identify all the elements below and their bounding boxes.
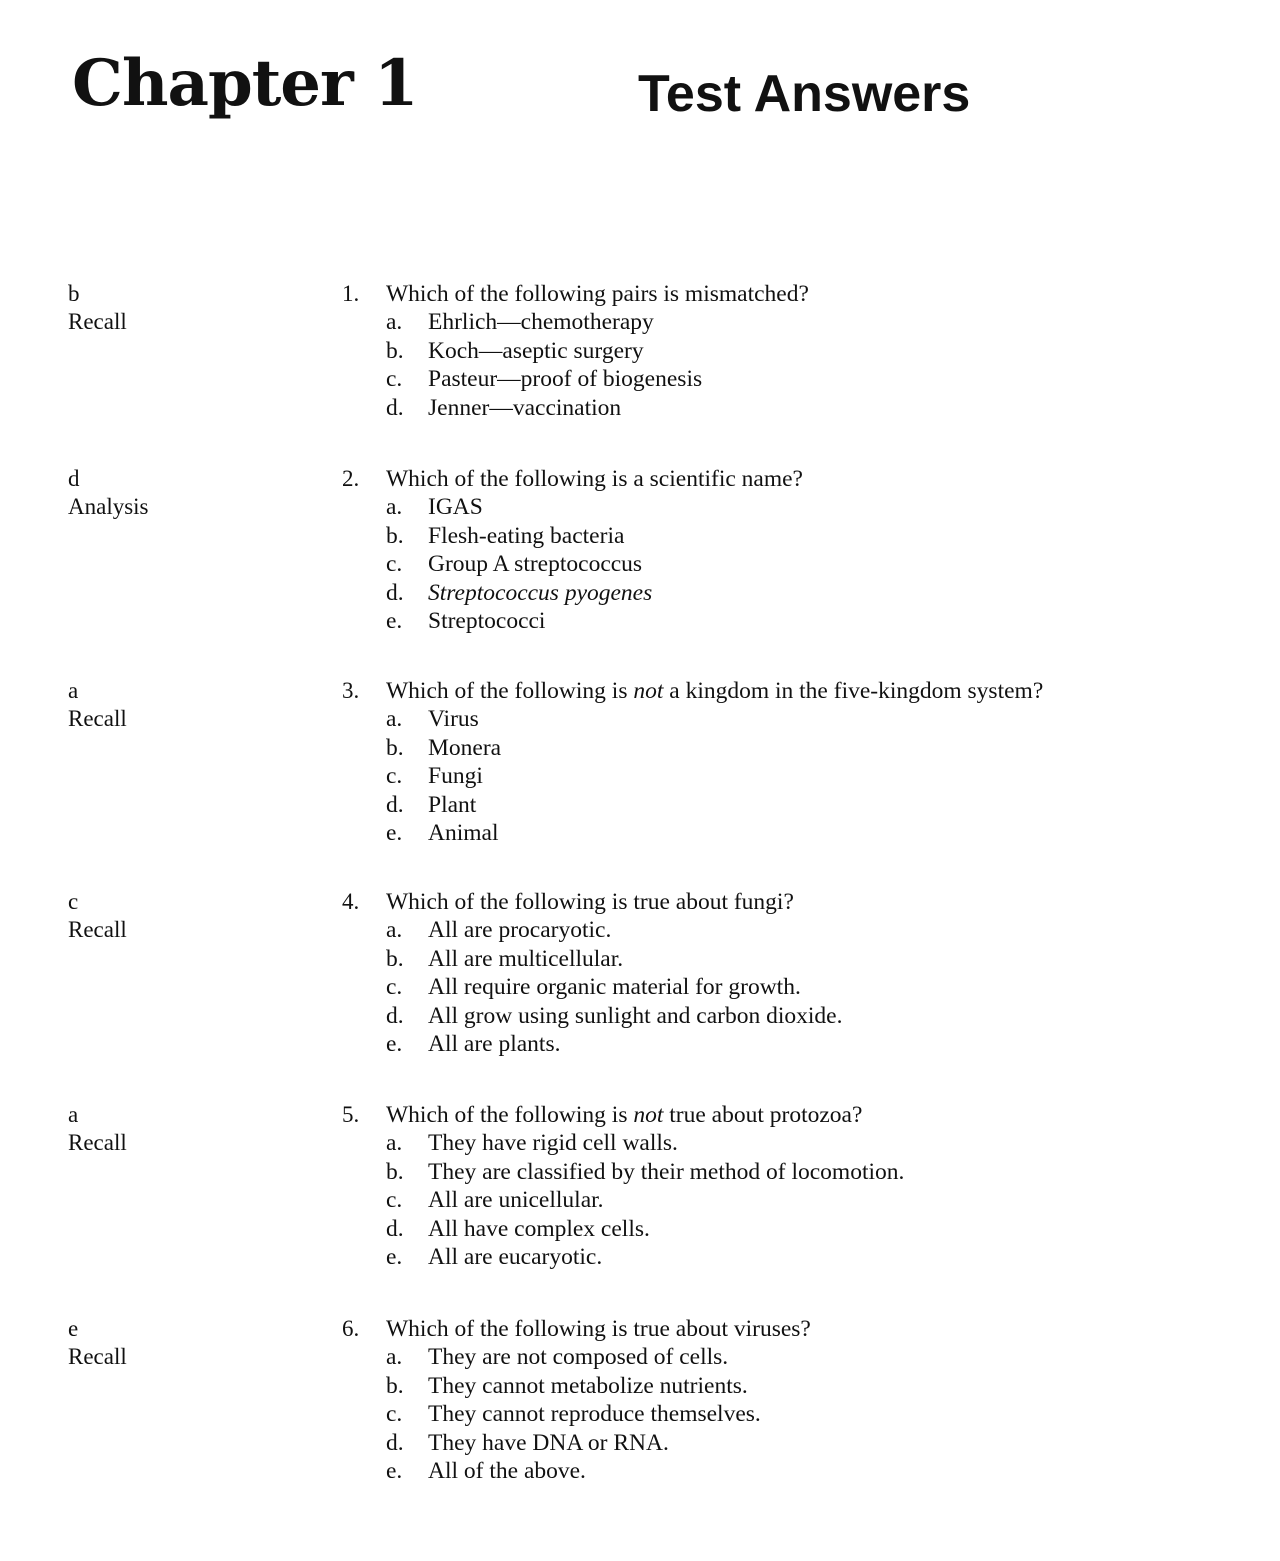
choice-text: They are classified by their method of locomotion. (428, 1158, 905, 1185)
choice-item (386, 337, 1256, 365)
choice-text: Streptococcus pyogenes (428, 579, 653, 606)
choice-text: Flesh-eating bacteria (428, 522, 625, 549)
question-number: 5. (342, 1102, 360, 1127)
choice-text: They cannot reproduce themselves. (428, 1401, 761, 1428)
choice-item (386, 916, 1256, 944)
choice-text: Fungi (428, 763, 483, 790)
choice-letter: c. (386, 366, 403, 393)
question-emphasis: not (633, 1102, 664, 1128)
question-text (386, 1315, 1256, 1343)
choice-text: All are plants. (428, 1031, 561, 1058)
choice-letter: e. (386, 1244, 403, 1271)
answer-key (68, 465, 149, 521)
choice-letter: c. (386, 763, 403, 790)
question-body (386, 888, 1256, 1058)
choice-letter: c. (386, 974, 403, 1001)
question-text-start: Which of the following is (386, 1102, 634, 1128)
choice-text: Animal (428, 820, 499, 847)
question-text (386, 465, 1256, 493)
choice-item (386, 1030, 1256, 1058)
choice-letter: c. (386, 1401, 403, 1428)
cognitive-level: Recall (68, 1130, 127, 1155)
cognitive-level: Recall (68, 309, 127, 334)
choice-text: All grow using sunlight and carbon dioxide. (428, 1002, 843, 1029)
answer-letter: c (68, 889, 79, 914)
choice-letter: d. (386, 1002, 404, 1029)
choice-letter: e. (386, 820, 403, 847)
chapter-title: Chapter 1 (72, 46, 418, 121)
choice-item (386, 705, 1256, 733)
choice-item (386, 1215, 1256, 1243)
choice-text: Streptococci (428, 608, 546, 635)
choice-letter: b. (386, 1372, 404, 1399)
answer-letter: a (68, 678, 79, 703)
cognitive-level: Recall (68, 1344, 127, 1369)
question-body (386, 465, 1256, 635)
choice-letter: b. (386, 734, 404, 761)
answer-letter: d (68, 466, 80, 491)
answer-key (68, 280, 127, 336)
choice-item (386, 973, 1256, 1001)
choice-item (386, 1186, 1256, 1214)
question-text-end: a kingdom in the five-kingdom system? (663, 678, 1044, 704)
choice-text: All require organic material for growth. (428, 974, 801, 1001)
choice-item (386, 365, 1256, 393)
choice-item (386, 945, 1256, 973)
cognitive-level: Analysis (68, 494, 149, 519)
choice-item (386, 522, 1256, 550)
choice-letter: d. (386, 1215, 404, 1242)
choice-letter: a. (386, 1130, 403, 1157)
choice-letter: c. (386, 1187, 403, 1214)
question-body (386, 677, 1256, 847)
choice-item (386, 308, 1256, 336)
cognitive-level: Recall (68, 706, 127, 731)
choice-text: They are not composed of cells. (428, 1344, 729, 1371)
question-text (386, 280, 1256, 308)
question-number: 2. (342, 466, 360, 491)
choice-letter: b. (386, 1158, 404, 1185)
choice-text: Ehrlich—chemotherapy (428, 309, 654, 336)
answer-key (68, 1315, 127, 1371)
question-text-start: Which of the following pairs is mismatched? (386, 281, 809, 307)
question-text-end: true about protozoa? (663, 1102, 863, 1128)
choice-item (386, 819, 1256, 847)
question-text-start: Which of the following is true about fungi? (386, 889, 794, 915)
choice-letter: d. (386, 579, 404, 606)
choice-item (386, 791, 1256, 819)
answer-key (68, 677, 127, 733)
choice-letter: b. (386, 337, 404, 364)
choice-item (386, 1457, 1256, 1485)
question-number: 1. (342, 281, 360, 306)
choice-text: All are multicellular. (428, 945, 624, 972)
choice-text: All of the above. (428, 1458, 586, 1485)
choice-text: Koch—aseptic surgery (428, 337, 644, 364)
answer-key (68, 888, 127, 944)
choice-text: They have rigid cell walls. (428, 1130, 678, 1157)
question-body (386, 1101, 1256, 1271)
choice-text: All are procaryotic. (428, 917, 612, 944)
choice-text: Monera (428, 734, 502, 761)
cognitive-level: Recall (68, 917, 127, 942)
choice-text: Pasteur—proof of biogenesis (428, 366, 703, 393)
choice-item (386, 1002, 1256, 1030)
answer-letter: a (68, 1102, 79, 1127)
page-title: Test Answers (638, 65, 971, 123)
question-text-start: Which of the following is (386, 678, 634, 704)
choice-item (386, 762, 1256, 790)
choice-letter: b. (386, 945, 404, 972)
choice-text: Virus (428, 706, 479, 733)
choice-text: All have complex cells. (428, 1215, 650, 1242)
choice-letter: a. (386, 706, 403, 733)
choice-item (386, 607, 1256, 635)
choice-item (386, 1429, 1256, 1457)
choice-text: Plant (428, 791, 477, 818)
question-body (386, 280, 1256, 422)
choice-letter: e. (386, 1458, 403, 1485)
choice-letter: e. (386, 1031, 403, 1058)
choice-letter: a. (386, 1344, 403, 1371)
choice-letter: a. (386, 309, 403, 336)
choice-item (386, 1129, 1256, 1157)
choice-letter: e. (386, 608, 403, 635)
question-text (386, 677, 1256, 705)
choice-text: All are unicellular. (428, 1187, 604, 1214)
choice-text: Jenner—vaccination (428, 394, 622, 421)
choice-item (386, 1372, 1256, 1400)
choice-text: All are eucaryotic. (428, 1244, 603, 1271)
answer-key (68, 1101, 127, 1157)
choice-letter: a. (386, 494, 403, 521)
choice-text: Group A streptococcus (428, 551, 643, 578)
choice-item (386, 394, 1256, 422)
choice-letter: d. (386, 791, 404, 818)
question-number: 4. (342, 889, 360, 914)
choice-item (386, 579, 1256, 607)
answer-letter: b (68, 281, 80, 306)
question-number: 3. (342, 678, 360, 703)
choice-text: They have DNA or RNA. (428, 1429, 669, 1456)
question-text-start: Which of the following is true about viruses? (386, 1316, 811, 1342)
question-text (386, 1101, 1256, 1129)
choice-letter: d. (386, 394, 404, 421)
choice-item (386, 1243, 1256, 1271)
choice-letter: d. (386, 1429, 404, 1456)
choice-item (386, 734, 1256, 762)
choice-letter: a. (386, 917, 403, 944)
choice-item (386, 550, 1256, 578)
choice-item (386, 1400, 1256, 1428)
question-text (386, 888, 1256, 916)
question-body (386, 1315, 1256, 1485)
choice-text: They cannot metabolize nutrients. (428, 1372, 748, 1399)
choice-item (386, 1343, 1256, 1371)
question-number: 6. (342, 1316, 360, 1341)
answer-letter: e (68, 1316, 79, 1341)
question-text-start: Which of the following is a scientific name? (386, 466, 803, 492)
choice-letter: b. (386, 522, 404, 549)
choice-letter: c. (386, 551, 403, 578)
question-emphasis: not (633, 678, 664, 704)
choice-text: IGAS (428, 494, 483, 521)
choice-item (386, 493, 1256, 521)
choice-item (386, 1158, 1256, 1186)
